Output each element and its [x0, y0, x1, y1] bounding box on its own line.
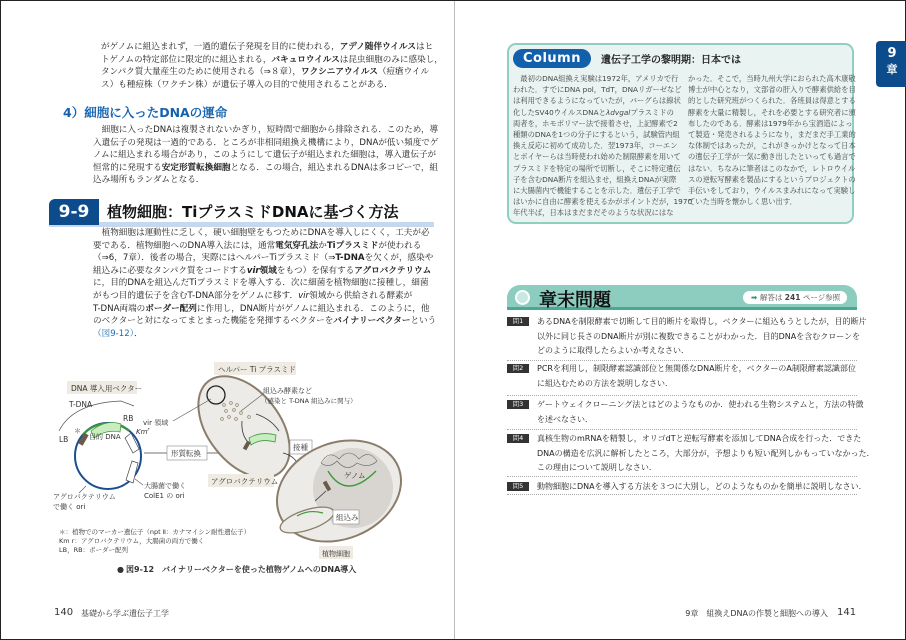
ecoli-ori-label-1: 大腸菌で働く: [144, 482, 186, 490]
text-run: この理由について説明しなさい．: [537, 463, 657, 472]
text-run: な体制ではあったが，これがきっかけとなって日本: [688, 141, 856, 151]
text-run: 化したSV40ウイルスDNAと: [513, 107, 606, 117]
text-line: [537, 398, 864, 413]
ecoli-ori-leader: [135, 479, 143, 485]
footnote-marker: ＊：植物でのマーカー遺伝子（npt Ⅱ：カナマイシン耐性遺伝子）: [59, 528, 251, 536]
transform-label: 形質転換: [171, 449, 201, 458]
question-label: 問2: [507, 364, 529, 373]
agro-ori-leader: [79, 486, 86, 493]
agrobacterium-label: アグロバクテリウム: [211, 477, 279, 486]
text-run: 布したのである．酵素は1979年から宝酒造によっ: [688, 118, 853, 128]
emphasis-term: 安定形質転換細胞: [161, 162, 231, 173]
text-line: [688, 129, 856, 140]
text-line: [537, 413, 864, 428]
text-run: プラスミドの: [630, 107, 674, 117]
question-label: 問3: [507, 400, 529, 409]
text-line: [688, 151, 856, 162]
text-run: て製造・発売されるようになり，まだまだ手工業的: [688, 129, 856, 139]
text-line: [688, 163, 856, 174]
book-title-footer: 基礎から学ぶ遺伝子工学: [81, 609, 169, 618]
question-divider: [507, 395, 857, 396]
emphasis-term: バイナリーベクター: [333, 316, 411, 327]
text-line: [688, 95, 856, 106]
text-run: プラスミドを特定の場所で切断し，そこに特定遺伝: [513, 163, 681, 173]
question-text: [537, 480, 867, 495]
text-line: [688, 196, 856, 207]
text-run: 手伝いをしており，ウイルスまみれになって実験し: [688, 185, 856, 195]
kmr-superscript: r: [147, 427, 150, 433]
text-line: [688, 140, 856, 151]
text-run: PCRを利用し，制限酵素認識部位と無関係なDNA断片を，ベクターのA制限酵素認識部位: [537, 364, 856, 373]
text-run: とボイヤーらは当時使われ始めた制限酵素を用いて: [513, 152, 681, 162]
text-run: 年代半ば，日本はまだまだそのような状況にはな: [513, 208, 674, 218]
agro-ori-label-1: アグロバクテリウム: [53, 493, 116, 501]
page-number-left: 140: [54, 607, 74, 618]
text-run: 最初のDNA組換え実験は1972年，アメリカで行: [513, 74, 679, 83]
text-line: [537, 362, 856, 377]
plant-cell-label: 植物細胞: [322, 550, 350, 558]
tdna-label: T-DNA: [69, 400, 93, 409]
text-run: T-DNA両端の: [93, 303, 146, 314]
text-run: は昆虫細胞のみに感染し，: [339, 54, 443, 65]
text-run: に組込むための方法を説明しなさい．: [537, 378, 673, 388]
question-text: [537, 362, 856, 391]
text-line: [513, 196, 692, 207]
text-run: ス）も種痘株（ワクチン株）が遺伝子導入の目的で使用されることがある．: [101, 79, 393, 90]
text-run: 種類のDNAを1つの分子にするという，試験管内組: [513, 129, 680, 139]
column-text-left: [513, 73, 692, 218]
text-run: 細胞に入ったDNAは複製されないかぎり，短時間で細胞から排除される．このため，導: [93, 125, 439, 135]
text-run: 換え反応に初めて成功した．翌1973年，コーエン: [513, 141, 678, 151]
question-divider: [507, 429, 857, 430]
text-run: はいかに自由に酵素を使えるかがポイントだが，1970: [513, 197, 693, 207]
text-run: か: [318, 240, 327, 251]
question-divider: [507, 360, 857, 361]
text-line: [688, 73, 856, 84]
text-line: [513, 95, 692, 106]
text-line: [513, 207, 692, 218]
text-line: [513, 118, 692, 129]
text-line: [513, 140, 692, 151]
column-badge: Column: [513, 49, 591, 68]
figure-caption: 図9-12 バイナリーベクターを使った植物ゲノムへのDNA導入: [126, 565, 357, 574]
answer-ref-post: ページ参照: [800, 293, 841, 302]
helper-ti-label: ヘルパー Ti プラスミド: [218, 365, 296, 374]
text-run: タンパク質大量産生のために使用される（⇒８章），: [101, 67, 301, 78]
text-line: [537, 330, 866, 345]
text-run: 植物細胞は運動性に乏しく，硬い細胞壁をもつためにDNAを導入しにくく，工夫が必: [93, 228, 430, 238]
question-label: 問4: [507, 434, 529, 443]
emphasis-term: ボーダー配列: [145, 303, 197, 314]
kmr-gene: [125, 433, 139, 453]
text-run: となる．この場合，組込まれるDNAは多コピーで，組: [230, 162, 439, 173]
text-run: 的とした研究班がつくられた．各班員は得意とする: [688, 96, 856, 106]
vir-region-label: vir 領域: [143, 419, 169, 427]
answer-reference[interactable]: [743, 291, 847, 304]
text-line: [513, 174, 692, 185]
text-run: トゲノムの特定部位に限定的に組込まれる，: [101, 54, 272, 65]
text-line: [513, 163, 692, 174]
text-run: 子を含むDNA断片を組込ませ，組換えDNAが実際: [513, 174, 677, 184]
question-text: [537, 398, 864, 427]
emphasis-term: アグロバクテリウム: [354, 265, 432, 276]
question-text: [537, 315, 866, 359]
text-line: [537, 480, 867, 495]
footnote-border: LB，RB：ボーダー配列: [59, 546, 129, 554]
text-run: 真核生物のmRNAを精製し，オリゴdTと逆転写酵素を添加してDNA合成を行った．できた: [537, 434, 862, 443]
text-run: DNAの構造を広汎に解析したところ，大部分が，予想よりも短い配列しかもっていなかった．: [537, 448, 875, 458]
text-run: 組込みに必要なタンパク質をコードする: [93, 265, 247, 276]
chapter-tab-number: 9: [887, 46, 897, 61]
emphasis-term[interactable]: （図9-12）: [93, 328, 134, 339]
text-line: [688, 84, 856, 95]
marker-star: ＊: [74, 427, 81, 435]
column-box: [507, 43, 854, 224]
circle-icon: [515, 290, 530, 305]
column-title: 遺伝子工学の黎明期：日本では: [601, 55, 741, 66]
question-divider: [507, 494, 857, 495]
caption-bullet-icon: ●: [117, 565, 124, 574]
emphasis-term: バキュロウイルス: [271, 54, 340, 65]
column-text-right: [688, 73, 856, 207]
text-run: 領域から供給される酵素が: [309, 290, 413, 301]
text-run: 以外に同じ長さのDNA断片が別に複数できることがわかった．目的DNAを含むクローンを: [537, 331, 861, 341]
text-run: に大腸菌内で機能することを示した．遺伝子工学で: [513, 185, 681, 195]
emphasis-term: アデノ随伴ウイルス: [339, 42, 416, 52]
text-run: 博士が中心となり，文部省の肝入りで酵素供給を目: [688, 85, 856, 95]
text-run: ゲートウェイクローニング法とはどのようなものか．使われる生物システムと，方法の特徴: [537, 400, 864, 409]
text-run: あるDNAを制限酵素で切断して目的断片を取得し，ベクターに組込もうとしたが，目的断片: [537, 317, 867, 326]
chapter-title-footer: 9章 組換えDNAの作製と細胞への導入: [685, 609, 828, 618]
figure-9-12-diagram: [1, 1, 453, 639]
text-line: [537, 344, 866, 359]
lb-label: LB: [59, 435, 69, 444]
text-run: 両者を，ホモポリマー法で接着させ，上記酵素で2: [513, 118, 678, 128]
text-run: に，目的DNAを組込んだTiプラスミドを導入する．次に細菌を植物細胞に接種し，細菌: [93, 278, 429, 289]
text-run: ノムに組込まれる場合があり，このようにして遺伝子が組込まれた細胞は，導入遺伝子が: [93, 150, 437, 161]
arrow-right-icon: ➡: [751, 293, 760, 302]
text-run: ．: [134, 328, 143, 339]
text-run: 恒常的に発現する: [93, 162, 162, 173]
footnote-kmr: Km r：アグロバクテリウム，大腸菌の両方で働く: [59, 537, 205, 545]
section-number: 9-9: [49, 199, 99, 225]
text-line: [537, 447, 875, 462]
emphasis-term: λdvgal: [605, 107, 631, 117]
inoculate-label: 接種: [293, 443, 308, 452]
target-dna-label: 目的 DNA: [89, 433, 121, 441]
text-run: を欠くが，感染や: [364, 253, 434, 264]
text-run: という: [410, 316, 437, 327]
text-line: [513, 107, 692, 118]
left-page-140: [1, 1, 453, 639]
ecoli-ori-label-2: ColE1 の ori: [144, 492, 185, 500]
question-label: 問5: [507, 482, 529, 491]
text-run: を述べなさい．: [537, 414, 593, 424]
text-run: 入遺伝子の発現は一過的である．ところが非相同組換え機構により，DNAが低い頻度でゲ: [93, 137, 439, 148]
text-line: [688, 118, 856, 129]
text-line: [513, 84, 692, 95]
integrate-label: 組込み: [336, 513, 359, 522]
section-title: 植物細胞：TiプラスミドDNAに基づく方法: [107, 203, 399, 221]
text-run: 込み場所もランダムとなる．: [93, 175, 205, 186]
text-run: スの逆転写酵素を製品にするというプロジェクトの: [688, 174, 856, 184]
question-text: [537, 432, 875, 476]
text-line: [537, 461, 875, 476]
vector-label: DNA 導入用ベクター: [71, 384, 143, 393]
text-line: [537, 315, 866, 330]
text-run: の遺伝子工学が一気に動き出したといっても過言で: [688, 152, 856, 162]
kmr-label: [136, 427, 150, 436]
exercises-header: [507, 285, 857, 310]
emphasis-term: Tiプラスミド: [326, 240, 379, 251]
rb-label: RB: [123, 414, 134, 423]
text-line: [513, 151, 692, 162]
enzyme-label-2: （感染と T-DNA 組込みに関与）: [261, 397, 357, 405]
text-run: われた．すでにDNA pol，TdT，DNAリガーゼなど: [513, 85, 682, 95]
emphasis-term: 電気穿孔法: [275, 240, 319, 251]
text-run: ていた当時を懐かしく思い出す．: [688, 197, 797, 207]
text-run: （⇒6，7章）．後者の場合，実際にはヘルパーTiプラスミド（⇒: [93, 253, 336, 264]
question-label: 問1: [507, 317, 529, 326]
text-line: [688, 174, 856, 185]
enzyme-label-1: 組込み酵素など: [263, 387, 312, 395]
text-run: 酵素を大量に精製し，それを必要とする研究者に頒: [688, 107, 856, 117]
text-run: はない．ちなみに筆者はこのなかで，レトロウイル: [688, 163, 856, 173]
agro-ori-label-2: で働く ori: [53, 503, 86, 511]
text-line: [688, 107, 856, 118]
text-run: 動物細胞にDNAを導入する方法を３つに大別し，どのようなものかを簡単に説明しなさい．: [537, 482, 867, 491]
chapter-tab-label: 章: [886, 63, 898, 76]
subheading-dna-fate: 4）細胞に入ったDNAの運命: [63, 105, 228, 120]
emphasis-term: vir: [298, 290, 310, 301]
emphasis-term: 領域: [259, 265, 277, 276]
text-run: のベクターと対になってまとまった機能を発揮するベクターを: [93, 316, 334, 327]
text-run: は利用できるようになっていたが，バーグらは線状: [513, 96, 681, 106]
text-run: がゲノムに組込まれず，一過的遺伝子発現を目的に使われる，: [101, 42, 340, 52]
answer-ref-page: 241: [784, 293, 801, 302]
text-run: 要である．植物細胞へのDNA導入法には，通常: [93, 240, 276, 251]
text-line: [688, 185, 856, 196]
text-line: [537, 432, 875, 447]
chapter-tab[interactable]: [876, 41, 906, 87]
text-line: [513, 129, 692, 140]
text-run: が使われる: [378, 240, 422, 251]
text-run: をもつ）を保有する: [276, 265, 355, 276]
emphasis-term: vir: [246, 265, 260, 276]
text-run: （痘瘡ウイル: [377, 67, 430, 78]
text-line: [537, 377, 856, 392]
page-number-right: 141: [837, 607, 857, 618]
text-run: かった．そこで，当時九州大学におられた高木康敬: [688, 74, 856, 83]
text-run: に作用し，DNA断片がゲノムに組込まれる．このように，他: [196, 303, 430, 314]
text-line: [513, 185, 692, 196]
text-run: どのように取得したらよいか考えなさい．: [537, 346, 689, 355]
kmr-text: Km: [136, 428, 148, 436]
text-run: がもつ目的遺伝子を含むT-DNA部分をゲノムに移す．: [93, 290, 299, 301]
right-page-141: [454, 1, 906, 639]
question-divider: [507, 476, 857, 477]
exercises-title: 章末問題: [539, 290, 611, 311]
answer-ref-pre: 解答は: [759, 293, 785, 302]
emphasis-term: ワクシニアウイルス: [300, 67, 378, 78]
text-line: [513, 73, 692, 84]
emphasis-term: T-DNA: [335, 253, 365, 264]
genome-label: ゲノム: [344, 471, 366, 480]
text-run: はヒ: [415, 42, 434, 52]
